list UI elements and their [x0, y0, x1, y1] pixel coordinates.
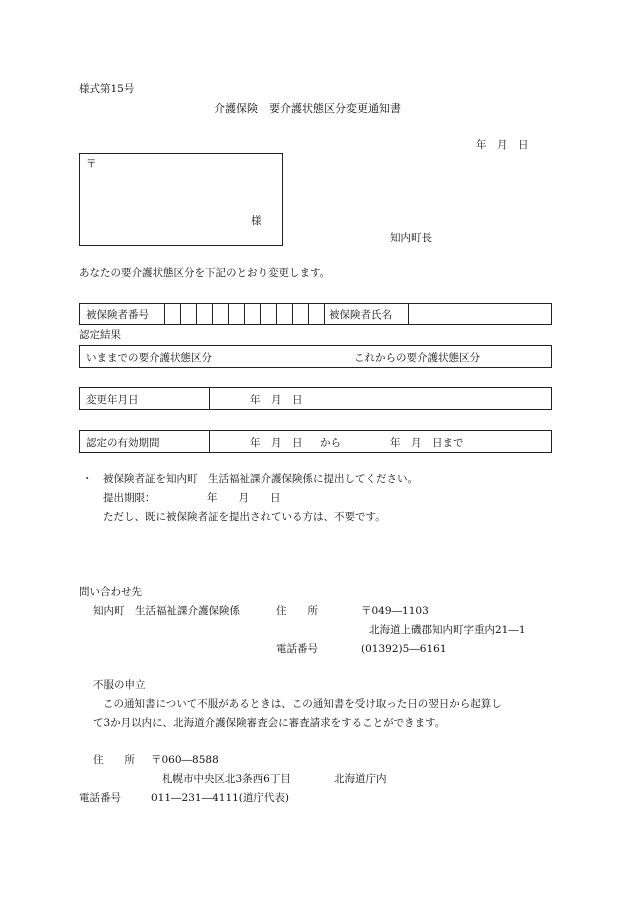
appeal-postal: 〒060―8588	[151, 754, 219, 766]
digit-cell-divider	[292, 304, 293, 324]
appeal-heading: 不服の申立	[93, 679, 146, 691]
issue-date: 年 月 日	[476, 139, 529, 151]
deadline-label: 提出期限：	[103, 492, 156, 504]
note-exemption: ただし、既に被保険者証を提出されている方は、不要です。	[103, 511, 386, 523]
honorific: 様	[251, 215, 262, 227]
validity-end: 年 月 日まで	[390, 437, 464, 449]
appeal-address-label: 住 所	[93, 754, 135, 766]
change-date-value: 年 月 日	[250, 394, 303, 406]
change-date-label: 変更年月日	[86, 394, 139, 406]
intro-text: あなたの要介護状態区分を下記のとおり変更します。	[79, 267, 331, 279]
contact-postal: 〒049―1103	[361, 605, 429, 617]
divider	[164, 304, 165, 324]
appeal-address: 札幌市中央区北3条西6丁目	[162, 773, 291, 785]
digit-cell-divider	[212, 304, 213, 324]
divider	[408, 304, 409, 324]
new-care-level-label: これからの要介護状態区分	[354, 352, 480, 364]
insured-name-label: 被保険者氏名	[329, 309, 392, 321]
deadline-value: 年 月 日	[207, 492, 281, 504]
note-submit-card: 被保険者証を知内町 生活福祉課介護保険係に提出してください。	[103, 473, 418, 485]
change-date-row	[79, 387, 552, 410]
note-bullet: ・	[82, 473, 93, 485]
validity-period-label: 認定の有効期間	[86, 437, 160, 449]
digit-cell-divider	[180, 304, 181, 324]
appeal-text-line1: この通知書について不服があるときは、この通知書を受け取った日の翌日から起算し	[103, 698, 502, 710]
digit-cell-divider	[276, 304, 277, 324]
digit-cell-divider	[228, 304, 229, 324]
appeal-text-line2: て3か月以内に、北海道介護保険審査会に審査請求をすることができます。	[93, 717, 446, 729]
validity-period-row	[79, 430, 552, 453]
divider	[209, 388, 210, 409]
insured-info-row	[79, 303, 552, 325]
validity-from: から	[320, 437, 341, 449]
page-title: 介護保険 要介護状態区分変更通知書	[214, 102, 401, 115]
digit-cell-divider	[260, 304, 261, 324]
certification-heading: 認定結果	[79, 329, 121, 341]
validity-start: 年 月 日	[250, 437, 303, 449]
appeal-phone-label: 電話番号	[79, 792, 121, 804]
digit-cell-divider	[324, 304, 325, 324]
certification-row	[79, 345, 552, 368]
contact-office: 知内町 生活福祉課介護保険係	[93, 605, 240, 617]
issuer: 知内町長	[390, 232, 432, 244]
contact-heading: 問い合わせ先	[79, 586, 142, 598]
contact-phone: (01392)5―6161	[361, 643, 447, 655]
contact-address-label: 住 所	[276, 605, 318, 617]
form-number: 様式第15号	[79, 83, 135, 95]
digit-cell-divider	[196, 304, 197, 324]
postal-mark: 〒	[86, 158, 97, 170]
recipient-address-box	[79, 153, 283, 246]
divider	[209, 431, 210, 452]
contact-address: 北海道上磯郡知内町字重内21―1	[369, 624, 526, 636]
insured-number-label: 被保険者番号	[86, 309, 149, 321]
appeal-phone: 011―231―4111(道庁代表)	[151, 792, 289, 804]
digit-cell-divider	[308, 304, 309, 324]
digit-cell-divider	[244, 304, 245, 324]
previous-care-level-label: いままでの要介護状態区分	[86, 352, 212, 364]
contact-phone-label: 電話番号	[276, 643, 318, 655]
appeal-office: 北海道庁内	[334, 773, 387, 785]
